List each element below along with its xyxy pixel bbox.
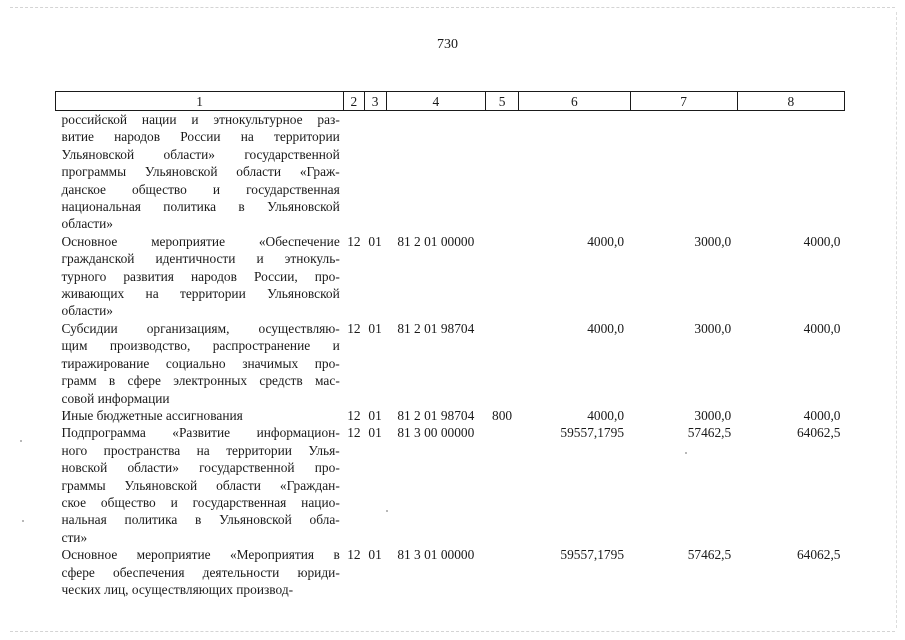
amount-col-6: 4000,0 xyxy=(587,233,625,249)
description-line: области» xyxy=(61,216,113,232)
header-col-3: 3 xyxy=(364,92,386,111)
amount-col-6: 4000,0 xyxy=(587,407,625,423)
target-article-code xyxy=(386,111,485,233)
table-row xyxy=(56,407,845,424)
scan-edge-right xyxy=(896,12,897,628)
section-code: 12 xyxy=(347,425,361,441)
description-line: Основное мероприятие «Обеспечение xyxy=(61,233,340,249)
amount-col-8: 64062,5 xyxy=(796,547,841,563)
description-line: ское общество и государственная нацио- xyxy=(61,494,340,510)
row-description xyxy=(56,546,344,598)
amount-col-7: 57462,5 xyxy=(687,425,732,441)
subsection-code: 01 xyxy=(368,320,382,336)
page-number: 730 xyxy=(437,37,458,52)
scan-speck xyxy=(22,520,24,522)
budget-table xyxy=(55,91,845,598)
expense-type-code: 800 xyxy=(492,407,513,423)
amount-col-8: 4000,0 xyxy=(803,320,841,336)
amount-col-7: 3000,0 xyxy=(694,407,732,423)
target-article-code: 81 2 01 00000 xyxy=(397,233,475,249)
amount-col-6 xyxy=(519,111,630,233)
subsection-code: 01 xyxy=(368,425,382,441)
section-code: 12 xyxy=(347,547,361,563)
expense-type-code xyxy=(485,111,518,233)
amount-col-8: 4000,0 xyxy=(803,233,841,249)
description-line: Иные бюджетные ассигнования xyxy=(61,407,243,423)
description-line: щим производство, распространение и xyxy=(61,338,340,354)
amount-col-6: 4000,0 xyxy=(587,320,625,336)
description-line: витие народов России на территории xyxy=(61,129,340,145)
row-description xyxy=(56,320,344,407)
description-line: новской области» государственной про- xyxy=(61,460,340,476)
amount-col-6: 59557,1795 xyxy=(560,425,625,441)
description-line: данское общество и государственная xyxy=(61,181,340,197)
expense-type-code xyxy=(485,320,518,407)
section-code: 12 xyxy=(347,233,361,249)
description-line: сфере обеспечения деятельности юриди- xyxy=(61,564,340,580)
amount-col-6: 59557,1795 xyxy=(560,547,625,563)
table-row xyxy=(56,111,845,233)
row-description xyxy=(56,407,344,424)
header-col-7: 7 xyxy=(630,92,737,111)
expense-type-code xyxy=(485,546,518,598)
description-line: сти» xyxy=(61,529,88,545)
description-line: ного пространства на территории Улья- xyxy=(61,442,340,458)
amount-col-7: 57462,5 xyxy=(687,547,732,563)
scan-edge-top xyxy=(10,7,895,8)
table-row xyxy=(56,546,845,598)
description-line: грамм в сфере электронных средств мас- xyxy=(61,373,340,389)
amount-col-7: 3000,0 xyxy=(694,320,732,336)
table-row xyxy=(56,320,845,407)
description-line: совой информации xyxy=(61,390,170,406)
description-line: области» xyxy=(61,303,113,319)
row-description xyxy=(56,233,344,320)
description-line: ческих лиц, осуществляющих производ- xyxy=(61,581,294,597)
target-article-code: 81 2 01 98704 xyxy=(397,407,475,423)
description-line: тиражирование социально значимых про- xyxy=(61,355,340,371)
section-code: 12 xyxy=(347,320,361,336)
description-line: Подпрограмма «Развитие информацион- xyxy=(61,425,340,441)
description-line: российской нации и этнокультурное раз- xyxy=(61,112,340,127)
header-col-1: 1 xyxy=(56,92,344,111)
header-col-8: 8 xyxy=(737,92,844,111)
subsection-code xyxy=(364,111,386,233)
description-line: турного развития народов России, про- xyxy=(61,268,340,284)
amount-col-8 xyxy=(737,111,844,233)
target-article-code: 81 3 00 00000 xyxy=(397,425,475,441)
description-line: живающих на территории Ульяновской xyxy=(61,286,340,302)
table-header-row xyxy=(56,92,845,111)
description-line: Ульяновской области» государственной xyxy=(61,146,340,162)
subsection-code: 01 xyxy=(368,547,382,563)
expense-type-code xyxy=(485,233,518,320)
amount-col-8: 4000,0 xyxy=(803,407,841,423)
scan-speck xyxy=(20,440,22,442)
description-line: нальная политика в Ульяновской обла- xyxy=(61,512,340,528)
section-code xyxy=(344,111,364,233)
amount-col-7: 3000,0 xyxy=(694,233,732,249)
header-col-4: 4 xyxy=(386,92,485,111)
description-line: программы Ульяновской области «Граж- xyxy=(61,164,340,180)
target-article-code: 81 3 01 00000 xyxy=(397,547,475,563)
subsection-code: 01 xyxy=(368,233,382,249)
header-col-6: 6 xyxy=(519,92,630,111)
amount-col-8: 64062,5 xyxy=(796,425,841,441)
header-col-5: 5 xyxy=(485,92,518,111)
description-line: граммы Ульяновской области «Граждан- xyxy=(61,477,340,493)
scan-edge-bottom xyxy=(10,631,895,632)
target-article-code: 81 2 01 98704 xyxy=(397,320,475,336)
description-line: национальная политика в Ульяновской xyxy=(61,199,340,215)
header-col-2: 2 xyxy=(344,92,364,111)
amount-col-7 xyxy=(630,111,737,233)
table-row xyxy=(56,424,845,546)
row-description xyxy=(56,111,344,233)
subsection-code: 01 xyxy=(368,407,382,423)
table-row xyxy=(56,233,845,320)
expense-type-code xyxy=(485,424,518,546)
row-description xyxy=(56,424,344,546)
description-line: Субсидии организациям, осуществляю- xyxy=(61,320,340,336)
description-line: Основное мероприятие «Мероприятия в xyxy=(61,547,340,563)
section-code: 12 xyxy=(347,407,361,423)
description-line: гражданской идентичности и этнокуль- xyxy=(61,251,340,267)
